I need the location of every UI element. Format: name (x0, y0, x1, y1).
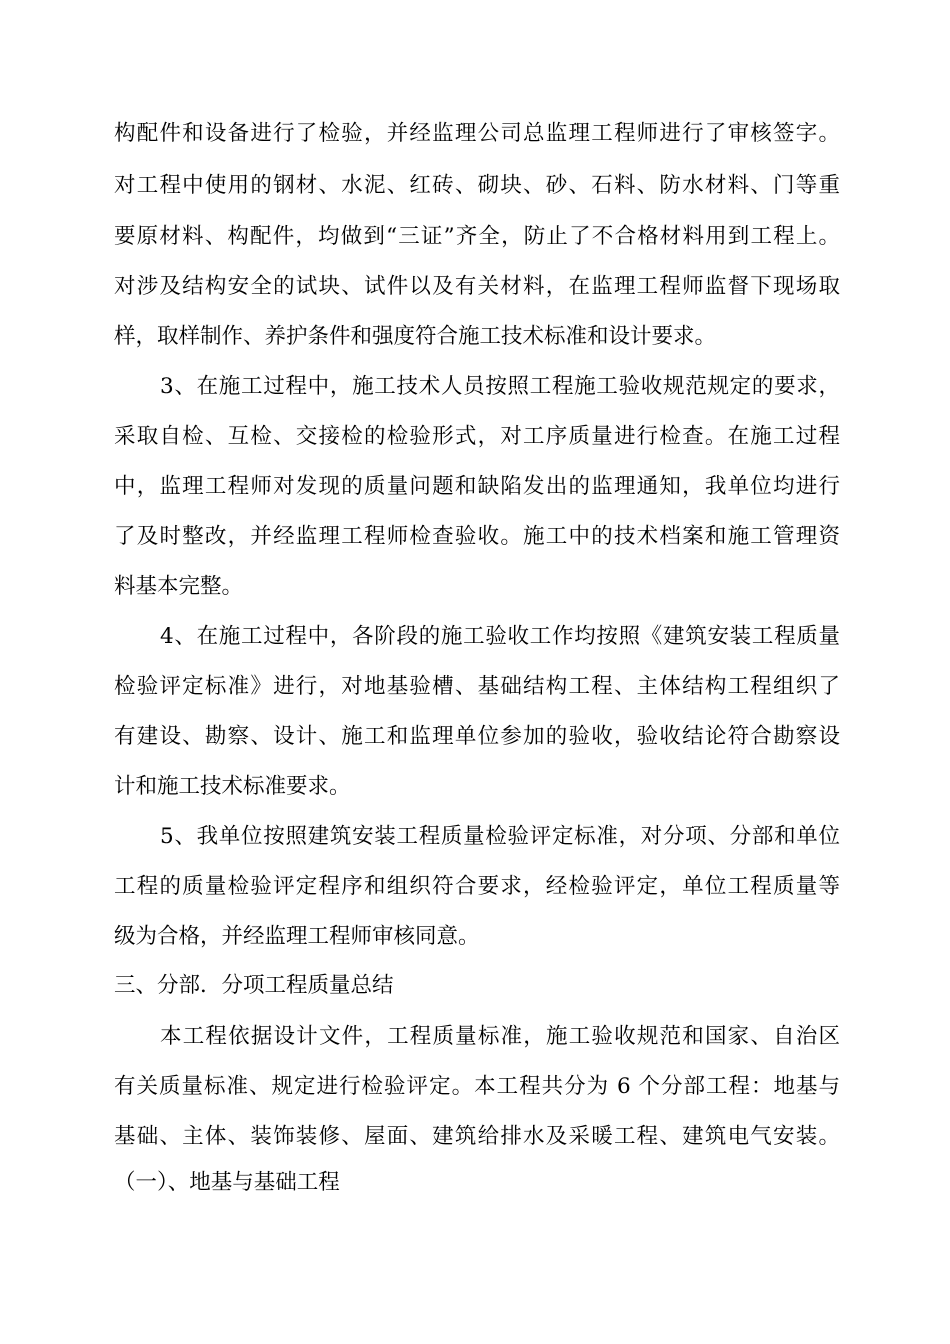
text-line: 基础、主体、装饰装修、屋面、建筑给排水及采暖工程、建筑电气安装。 (114, 1124, 840, 1149)
subsection-heading: （一）、地基与基础工程 (114, 1170, 340, 1195)
text-line: 了及时整改，并经监理工程师检查验收。施工中的技术档案和施工管理资 (114, 524, 840, 549)
paragraph-start-line: 5、我单位按照建筑安装工程质量检验评定标准，对分项、分部和单位 (160, 824, 840, 849)
text-line: 构配件和设备进行了检验，并经监理公司总监理工程师进行了审核签字。 (114, 121, 840, 146)
text-line: 有关质量标准、规定进行检验评定。本工程共分为 6 个分部工程：地基与 (114, 1074, 840, 1099)
paragraph-start-line: 本工程依据设计文件，工程质量标准，施工验收规范和国家、自治区 (160, 1024, 840, 1049)
text-line: 对工程中使用的钢材、水泥、红砖、砌块、砂、石料、防水材料、门等重 (114, 173, 840, 198)
text-line: 对涉及结构安全的试块、试件以及有关材料，在监理工程师监督下现场取 (114, 274, 840, 299)
text-line: 有建设、勘察、设计、施工和监理单位参加的验收，验收结论符合勘察设 (114, 724, 840, 749)
text-line: 采取自检、互检、交接检的检验形式，对工序质量进行检查。在施工过程 (114, 424, 840, 449)
text-line: 要原材料、构配件，均做到“三证”齐全，防止了不合格材料用到工程上。 (114, 224, 840, 249)
text-line: 样，取样制作、养护条件和强度符合施工技术标准和设计要求。 (114, 324, 717, 349)
paragraph-start-line: 3、在施工过程中，施工技术人员按照工程施工验收规范规定的要求， (160, 374, 840, 399)
text-line: 工程的质量检验评定程序和组织符合要求，经检验评定，单位工程质量等 (114, 874, 840, 899)
text-line: 级为合格，并经监理工程师审核同意。 (114, 924, 480, 949)
text-line: 料基本完整。 (114, 574, 244, 599)
text-line: 检验评定标准》进行，对地基验槽、基础结构工程、主体结构工程组织了 (114, 674, 840, 699)
section-heading: 三、分部．分项工程质量总结 (114, 973, 394, 998)
text-line: 中，监理工程师对发现的质量问题和缺陷发出的监理通知，我单位均进行 (114, 474, 840, 499)
text-line: 计和施工技术标准要求。 (114, 774, 351, 799)
paragraph-start-line: 4、在施工过程中，各阶段的施工验收工作均按照《建筑安装工程质量 (160, 624, 840, 649)
